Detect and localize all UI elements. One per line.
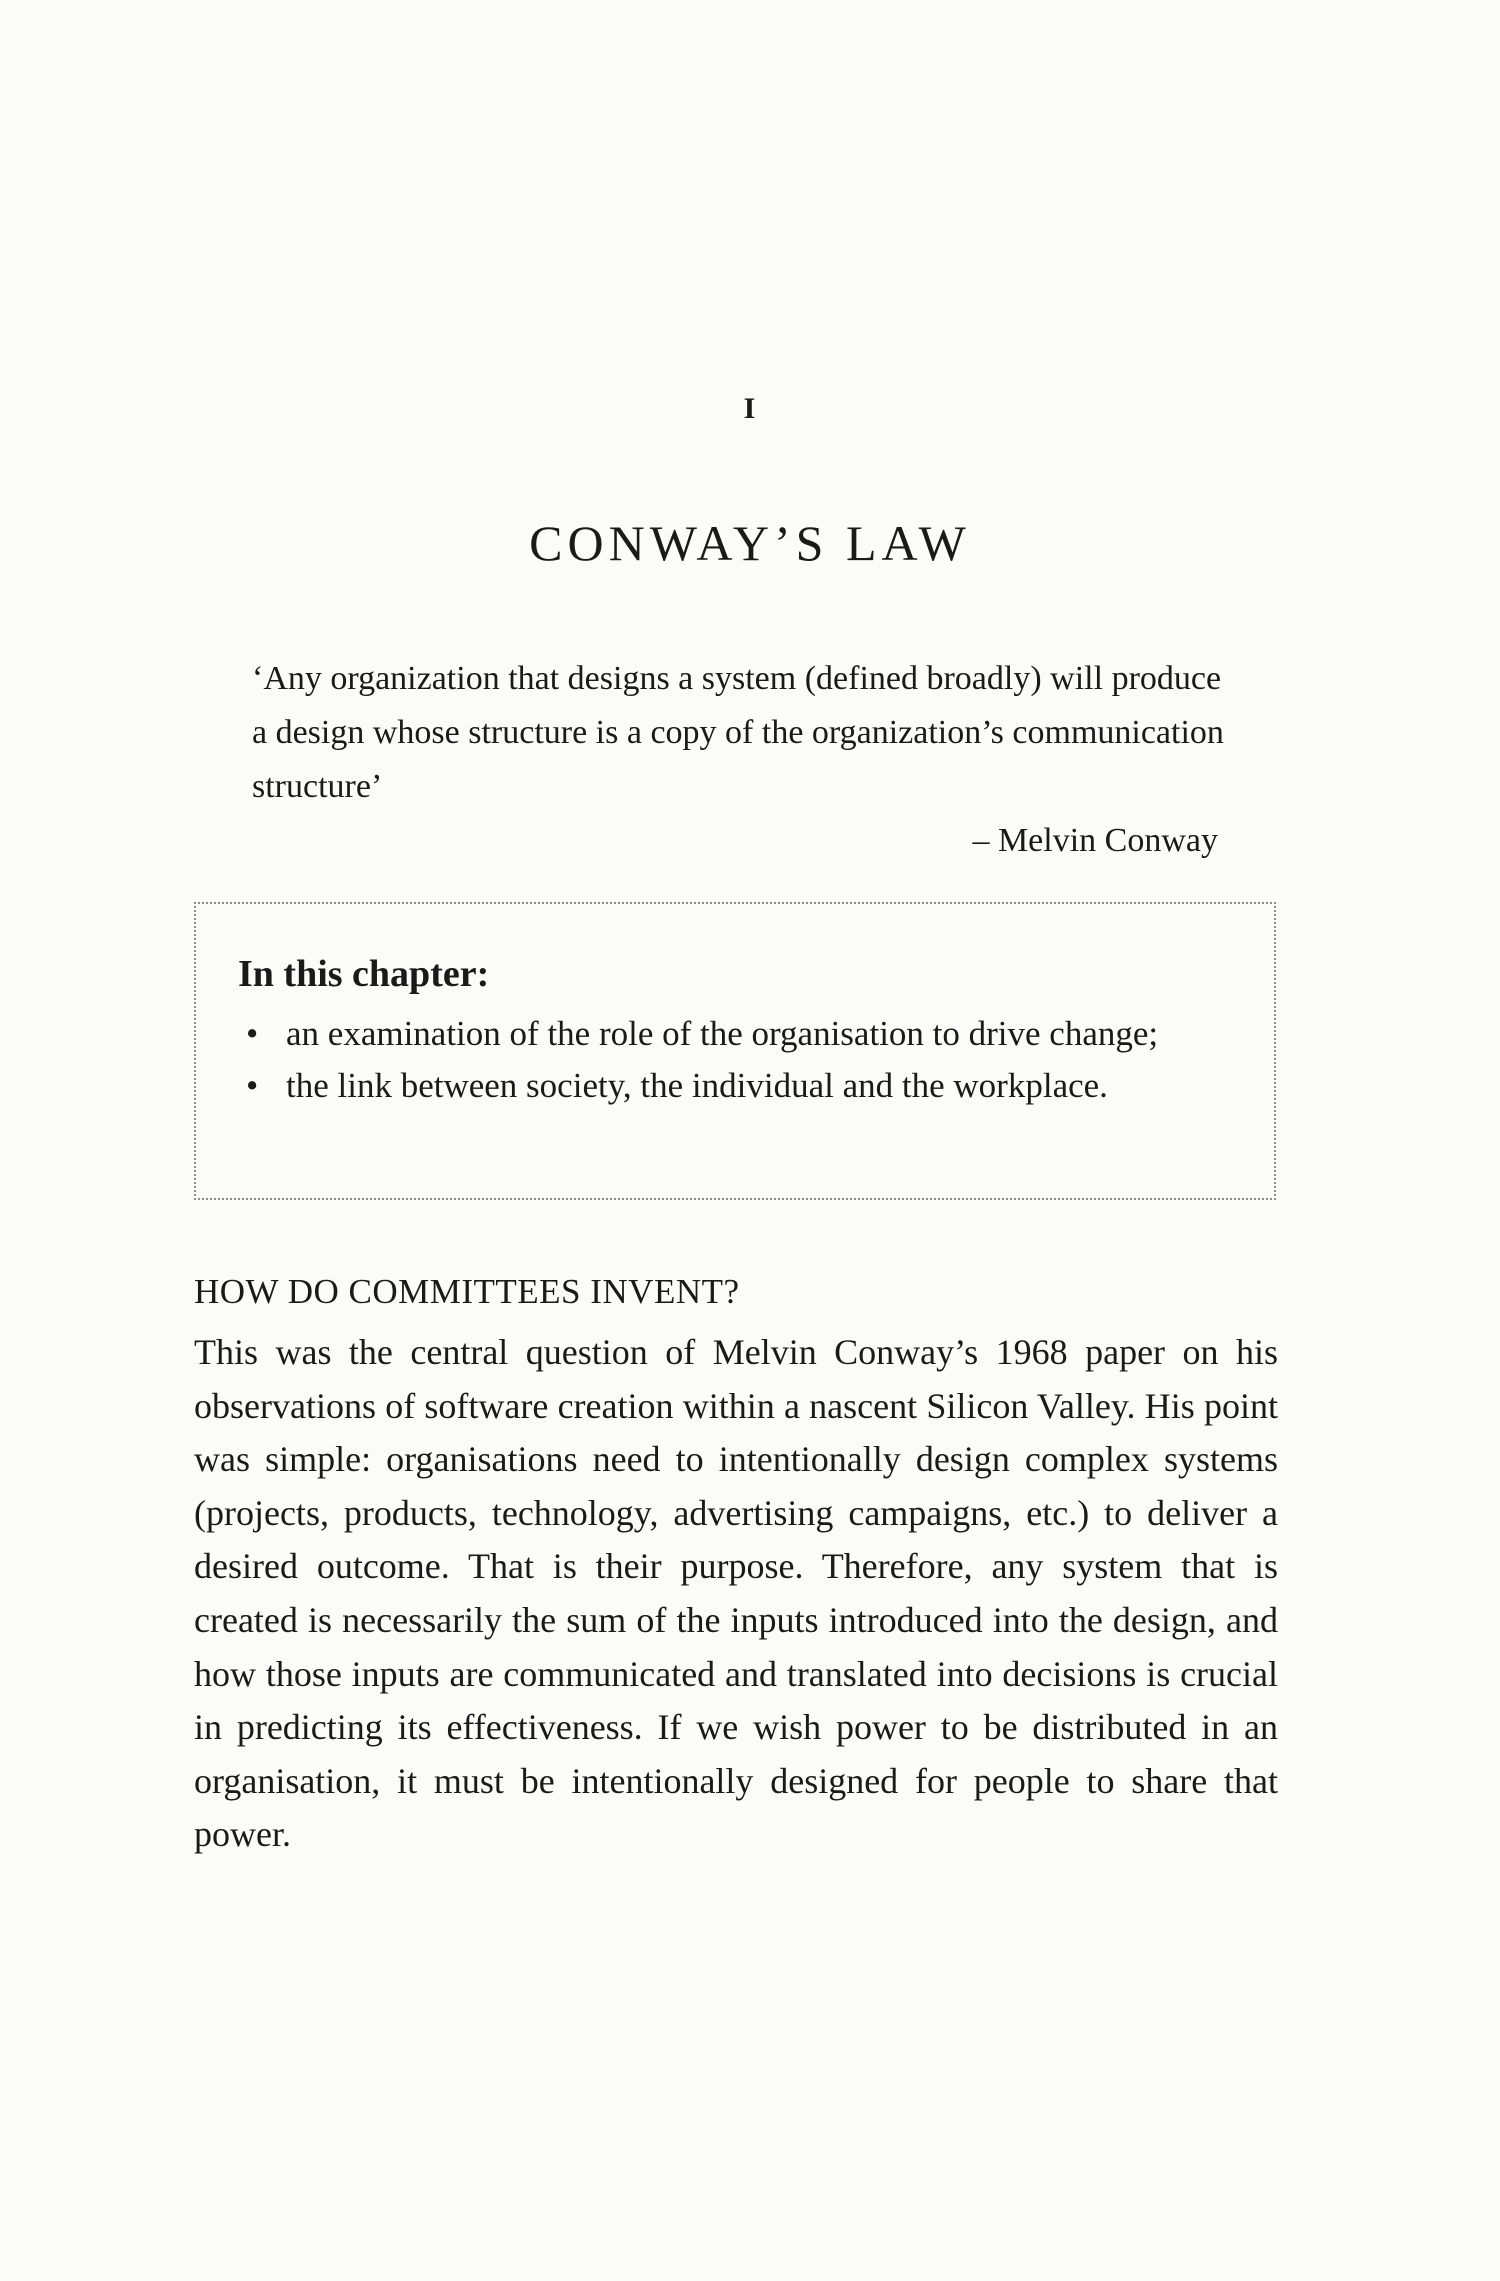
section-heading: HOW DO COMMITTEES INVENT? xyxy=(194,1272,740,1311)
chapter-title: CONWAY’S LAW xyxy=(529,514,971,571)
summary-item-text: an examination of the role of the organisation to drive change; xyxy=(286,1014,1159,1053)
bullet-icon: • xyxy=(246,1014,259,1053)
chapter-summary-box xyxy=(194,902,1276,1200)
summary-heading: In this chapter: xyxy=(238,953,490,995)
body-paragraph: This was the central question of Melvin Conway’s 1968 paper on his observations of software creation within a nascent Silicon Valley. His point was simple: organisations need to intentionally design complex systems (projects, products, technology, advertising campaigns, etc.) to deliver a desired outcome. That is their purpose. Therefore, any system that is created is necessarily the sum of the inputs introduced into the design, and how those inputs are communicated and translated into decisions is crucial in predicting its effectiveness. If we wish power to be distributed in an organisation, it must be intentionally designed for people to share that power. xyxy=(194,1332,1278,1855)
epigraph xyxy=(252,652,1232,868)
summary-item xyxy=(238,1060,1238,1112)
bullet-icon: • xyxy=(246,1066,259,1105)
summary-item-text: the link between society, the individual and the workplace. xyxy=(286,1066,1108,1105)
summary-item xyxy=(238,1008,1238,1060)
epigraph-attribution: – Melvin Conway xyxy=(972,822,1218,859)
summary-list xyxy=(238,1008,1238,1112)
chapter-number: I xyxy=(743,392,757,425)
epigraph-quote: ‘Any organization that designs a system (defined broadly) will produce a design whose structure is a copy of the organization’s communication structure’ xyxy=(252,660,1224,805)
